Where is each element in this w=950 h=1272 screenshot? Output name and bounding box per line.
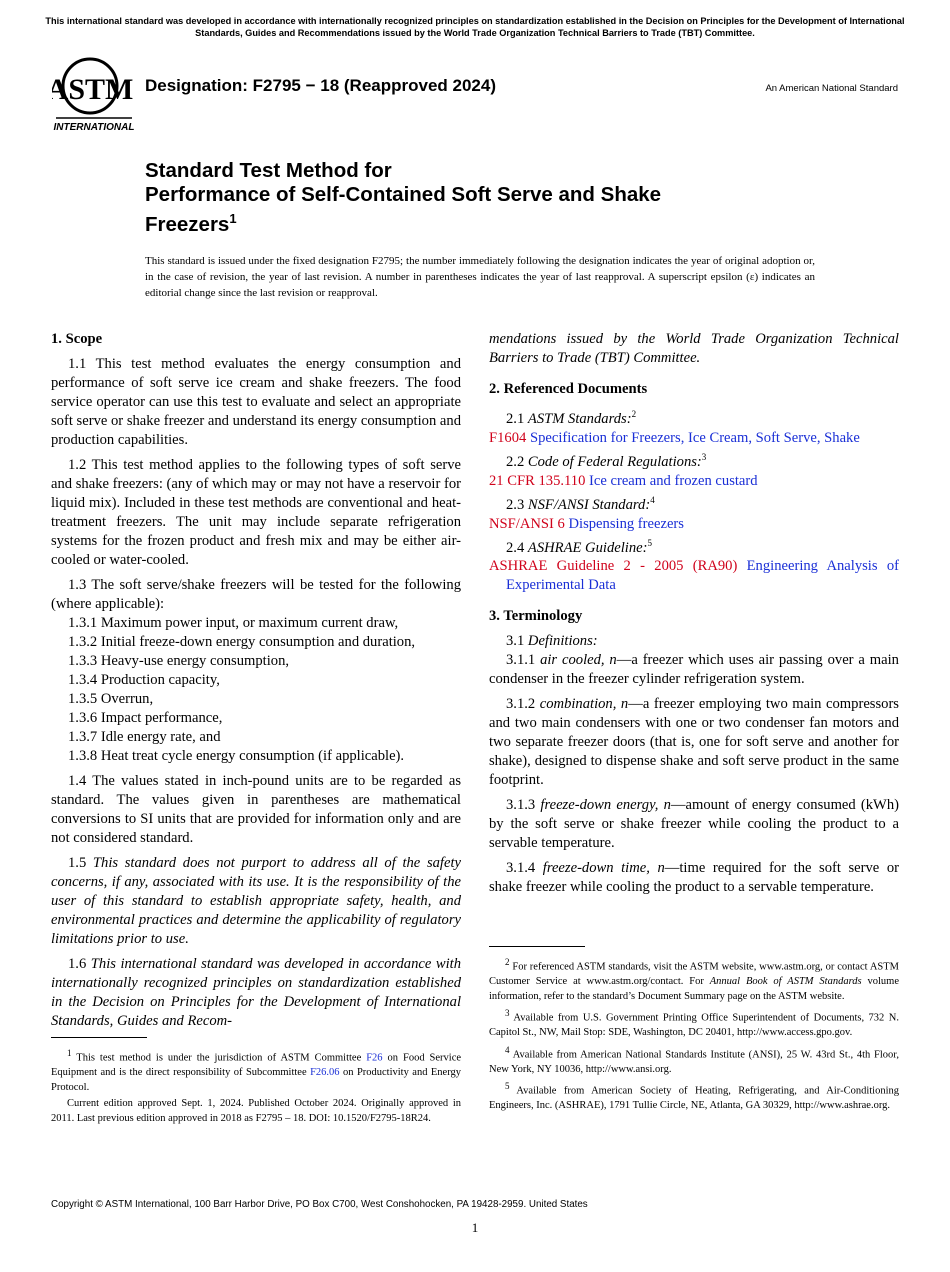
reference-nsf-ansi-6[interactable]: [489, 515, 899, 534]
definition-number: 3.1.1: [506, 652, 536, 669]
right-column: [489, 330, 899, 897]
section-3-1: [489, 632, 899, 651]
title-line-3-text: Freezers: [145, 212, 230, 236]
reference-code[interactable]: ASHRAE Guideline 2 - 2005 (RA90): [489, 558, 738, 575]
issued-note: This standard is issued under the fixed designation F2795; the number immediately following the designation indicates the year of original adoption or, in the case of revision, the year of last revision. A number in parentheses indicates the year of last reapproval. A superscript epsilon (ε) indicates an editorial change since the last revision or reapproval.: [145, 255, 815, 299]
definition-term: air cooled, n: [540, 652, 617, 669]
reference-title[interactable]: Specification for Freezers, Ice Cream, Soft Serve, Shake: [529, 429, 860, 446]
definition-number: 3.1.3: [506, 797, 536, 814]
page-number: 1: [471, 1220, 479, 1235]
footnote-ref[interactable]: 2: [631, 409, 637, 419]
reference-code[interactable]: F1604: [489, 429, 527, 446]
footnote-2-text-b: volume information, refer to the standard’s Document Summary page on the ASTM website.: [489, 976, 900, 1002]
list-item: 1.3.5 Overrun,: [68, 691, 154, 707]
svg-text:ASTM: ASTM: [52, 73, 134, 106]
footnote-ref[interactable]: 5: [647, 537, 652, 548]
designation: Designation: F2795 − 18 (Reapproved 2024): [145, 76, 496, 95]
footnotes-right: [489, 946, 899, 1114]
footnotes-left: [51, 1037, 461, 1126]
section-2-3: [489, 491, 899, 515]
list-item: 1.3.2 Initial freeze-down energy consumption and duration,: [68, 634, 416, 650]
paragraph-1-1: 1.1 This test method evaluates the energy consumption and performance of soft serve ice cream and shake freezers. The food service operator can use this test to evaluate and select an appropriate soft serve or shake freezer and understand its energy consumption and production capabilities.: [51, 356, 461, 448]
reference-21-cfr[interactable]: [489, 472, 899, 491]
definition-text: —time required for the soft serve or shake freezer while cooling the product to a servable temperature.: [489, 860, 900, 896]
astm-international-logo: [52, 56, 134, 134]
paragraph-1-6-text: This international standard was developed in accordance with internationally recognized principles on standardization established in the Decision on Principles for the Development of International Standards, Guides and Recom-: [51, 956, 462, 1029]
footnote-4: [489, 1043, 899, 1078]
committee-f26-link[interactable]: F26: [366, 1052, 383, 1064]
list-item: 1.3.7 Idle energy rate, and: [68, 729, 221, 745]
footnote-ref[interactable]: 4: [650, 494, 655, 505]
section-number: 2.3: [506, 496, 525, 513]
section-number: 2.2: [506, 453, 525, 470]
paragraph-1-5: [51, 854, 461, 949]
definition-term: freeze-down energy, n: [540, 797, 671, 814]
definition-air-cooled: [489, 651, 899, 689]
section-2-2: [489, 448, 899, 472]
definition-term: combination, n: [539, 696, 629, 713]
document-title: [145, 159, 845, 237]
list-item: 1.3.6 Impact performance,: [68, 710, 223, 726]
scope-heading: 1. Scope: [51, 331, 103, 347]
astm-international-logo-icon: [52, 56, 134, 134]
footnote-1-text-c: on Productivity and Energy Protocol.: [51, 1067, 462, 1093]
footnote-3-text: Available from U.S. Government Printing Office Superintendent of Documents, 732 N. Capitol St., NW, Mail Stop: SDE, Washington, DC 20401, http://www.access.gpo.gov.: [489, 1012, 899, 1038]
section-2-1: [489, 405, 899, 429]
reference-title[interactable]: Dispensing freezers: [568, 515, 684, 532]
footnote-4-marker: 4: [505, 1044, 510, 1055]
section-label: Definitions:: [527, 633, 598, 650]
title-line-3: [145, 207, 845, 237]
footnote-1-text-b: on Food Service Equipment and is the direct responsibility of Subcommittee: [51, 1052, 462, 1078]
definition-text: —a freezer which uses air passing over a main condenser in the freezer cylinder refrigeration system.: [489, 652, 899, 688]
reference-ashrae-guideline-2[interactable]: [489, 557, 899, 595]
footnote-3-marker: 3: [505, 1008, 510, 1018]
section-label: Code of Federal Regulations:: [527, 453, 702, 470]
list-item: 1.3.4 Production capacity,: [68, 672, 220, 688]
footnote-2-italic: Annual Book of ASTM Standards: [709, 976, 862, 987]
list-item: 1.3.8 Heat treat cycle energy consumption (if applicable).: [68, 748, 405, 764]
footnote-4-text: Available from American National Standards Institute (ANSI), 25 W. 43rd St., 4th Floor, New York, NY 10036, http://www.ansi.org.: [489, 1049, 900, 1075]
paragraph-1-2: 1.2 This test method applies to the following types of soft serve and shake freezers: (any of which may or may not have a reservoir for liquid mix). Included in these test methods are conventional and heat-treatment freezers. The unit may include separate refrigeration systems for the frozen product and fresh mix and may be either air-cooled or water-cooled.: [51, 457, 461, 568]
section-number: 2.1: [506, 410, 525, 427]
footnote-2-text-a: For referenced ASTM standards, visit the ASTM website, www.astm.org, or contact ASTM Customer Service at www.astm.org/contact. For: [489, 961, 899, 987]
definition-term: freeze-down time, n: [542, 860, 665, 877]
reference-f1604[interactable]: [489, 429, 899, 448]
left-column: [51, 330, 461, 1031]
section-label: ASHRAE Guideline:: [527, 539, 648, 556]
logo-text: INTERNATIONAL: [53, 122, 134, 133]
top-notice: This international standard was developed in accordance with internationally recognized principles on standardization established in the Decision on Principles for the Development of International Standards, Guides and Recommendations issued by the World Trade Organization Technical Barriers to Trade (TBT) Committee.: [45, 16, 905, 38]
list-item: 1.3.1 Maximum power input, or maximum current draw,: [68, 615, 399, 631]
title-line-1: Standard Test Method for: [145, 159, 392, 182]
title-footnote-ref[interactable]: 1: [229, 211, 237, 226]
definition-combination: [489, 695, 899, 790]
paragraph-1-5-text: This standard does not purport to address all of the safety concerns, if any, associated with its use. It is the responsibility of the user of this standard to establish appropriate safety, health, and environmental practices and determine the applicability of regulatory limitations prior to use.: [51, 855, 461, 947]
footnote-1: [51, 1046, 461, 1095]
footnote-5-marker: 5: [505, 1081, 510, 1091]
footnote-2-marker: 2: [505, 957, 510, 967]
paragraph-1-6: [51, 955, 461, 1031]
paragraph-1-6-continued-text: mendations issued by the World Trade Organization Technical Barriers to Trade (TBT) Committee.: [489, 331, 899, 366]
definition-text: —a freezer employing two main compressors and two main condensers with one or two condenser fan motors and two separate freezer doors (that is, one for soft serve and another for shake), designed to dispense shake and soft serve product in the same footprint.: [489, 696, 899, 789]
footnote-3: [489, 1006, 899, 1041]
footnote-1-text-a: This test method is under the jurisdiction of ASTM Committee: [76, 1052, 362, 1064]
footnote-2: [489, 955, 899, 1004]
copyright: Copyright © ASTM International, 100 Barr Harbor Drive, PO Box C700, West Conshohocken, PA 19428-2959. United States: [51, 1199, 588, 1210]
reference-code[interactable]: NSF/ANSI 6: [489, 515, 565, 532]
edition-note: Current edition approved Sept. 1, 2024. Published October 2024. Originally approved in 2011. Last previous edition approved in 2018 as F2795 – 18. DOI: 10.1520/F2795-18R24.: [51, 1098, 461, 1124]
paragraph-1-4: 1.4 The values stated in inch-pound units are to be regarded as standard. The values given in parentheses are mathematical conversions to SI units that are provided for information only and are not considered standard.: [51, 773, 461, 846]
definition-text: —amount of energy consumed (kWh) by the soft serve or shake freezer while cooling the product to a servable temperature.: [489, 797, 899, 852]
footnote-5-text: Available from American Society of Heating, Refrigerating, and Air-Conditioning Engineers, Inc. (ASHRAE), 1791 Tullie Circle, NE, Atlanta, GA 30329, http://www.ashrae.org.: [489, 1085, 900, 1111]
paragraph-1-6-number: 1.6: [68, 956, 87, 972]
terminology-heading: 3. Terminology: [489, 608, 583, 625]
section-label: ASTM Standards:: [527, 410, 632, 427]
footnote-5: [489, 1079, 899, 1114]
reference-code[interactable]: 21 CFR 135.110: [489, 472, 586, 489]
definition-number: 3.1.4: [506, 860, 536, 877]
footnote-1-marker: 1: [67, 1048, 72, 1058]
section-label: NSF/ANSI Standard:: [527, 496, 651, 513]
reference-title[interactable]: Engineering Analysis of Experimental Data: [506, 558, 899, 594]
paragraph-1-3: 1.3 The soft serve/shake freezers will be tested for the following (where applicable):: [51, 577, 461, 612]
definition-freeze-down-time: [489, 859, 899, 897]
section-number: 3.1: [506, 633, 525, 650]
subcommittee-f26-06-link[interactable]: F26.06: [310, 1067, 340, 1078]
definition-number: 3.1.2: [506, 696, 536, 713]
paragraph-1-5-number: 1.5: [68, 855, 87, 871]
american-national-standard-label: An American National Standard: [765, 83, 898, 94]
footnote-ref[interactable]: 3: [701, 451, 707, 462]
reference-title[interactable]: Ice cream and frozen custard: [589, 472, 758, 489]
section-2-4: [489, 534, 899, 558]
referenced-documents-heading: 2. Referenced Documents: [489, 381, 648, 397]
definition-freeze-down-energy: [489, 796, 899, 853]
title-line-2: Performance of Self-Contained Soft Serve and Shake: [145, 183, 662, 206]
paragraph-1-6-continued: [489, 330, 899, 368]
list-item: 1.3.3 Heavy-use energy consumption,: [68, 653, 290, 669]
section-number: 2.4: [506, 539, 525, 556]
